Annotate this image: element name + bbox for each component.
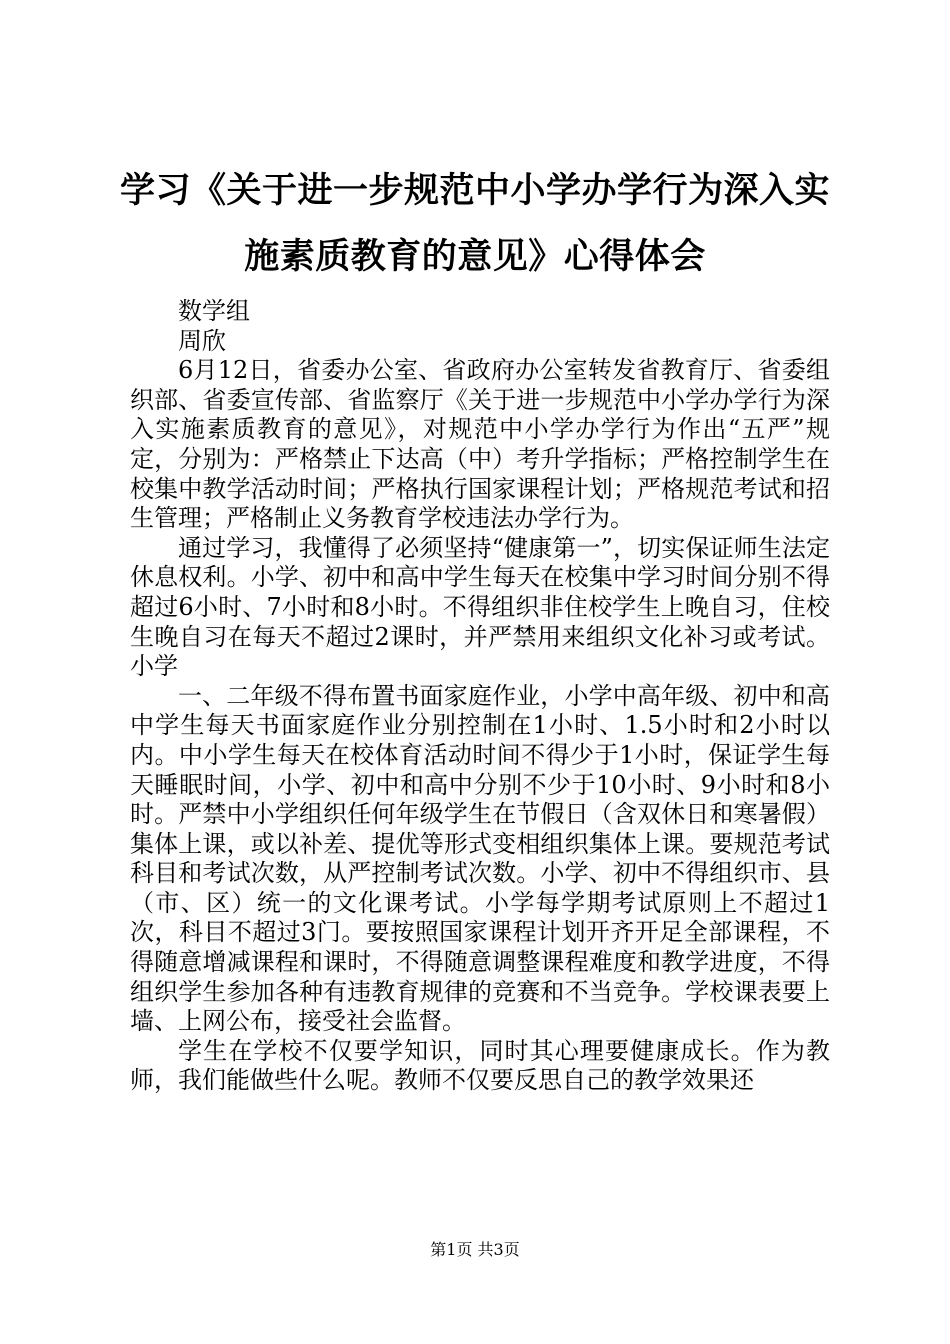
paragraph-3: 一、二年级不得布置书面家庭作业，小学中高年级、初中和高中学生每天书面家庭作业分别控制在1小时、1.5小时和2小时以内。中小学生每天在校体育活动时间不得少于1小时，保证学生每天睡眠时间，小学、初中和高中分别不少于10小时、9小时和8小时。严禁中小学组织任何年级学生在节假日（含双休日和寒暑假）集体上课，或以补差、提优等形式变相组织集体上课。要规范考试科目和考试次数，从严控制考试次数。小学、初中不得组织市、县（市、区）统一的文化课考试。小学每学期考试原则上不超过1次，科目不超过3门。要按照国家课程计划开齐开足全部课程，不得随意增减课程和课时，不得随意调整课程难度和教学进度，不得组织学生参加各种有违教育规律的竞赛和不当竞争。学校课表要上墙、上网公布，接受社会监督。 <box>130 681 830 1036</box>
title-line-2: 施素质教育的意见》心得体会 <box>244 237 706 277</box>
author-group: 数学组 <box>178 297 250 325</box>
page-footer: 第1页 共3页 <box>430 1240 520 1259</box>
paragraph-4: 学生在学校不仅要学知识，同时其心理要健康成长。作为教师，我们能做些什么呢。教师不仅要反思自己的教学效果还 <box>130 1036 830 1095</box>
title-line-1: 学习《关于进一步规范中小学办学行为深入实 <box>119 171 830 211</box>
paragraph-1: 6月12日，省委办公室、省政府办公室转发省教育厅、省委组织部、省委宣传部、省监察厅《关于进一步规范中小学办学行为深入实施素质教育的意见》，对规范中小学办学行为作出“五严”规定，分别为：严格禁止下达高（中）考升学指标；严格控制学生在校集中教学活动时间；严格执行国家课程计划；严格规范考试和招生管理；严格制止义务教育学校违法办学行为。 <box>130 356 830 533</box>
paragraph-2: 通过学习，我懂得了必须坚持“健康第一”，切实保证师生法定休息权利。小学、初中和高中学生每天在校集中学习时间分别不得超过6小时、7小时和8小时。不得组织非住校学生上晚自习，住校生晚自习在每天不超过2课时，并严禁用来组织文化补习或考试。小学 <box>130 533 830 681</box>
document-title <box>90 158 860 290</box>
author-name: 周欣 <box>178 326 226 355</box>
document-body <box>130 297 830 1096</box>
